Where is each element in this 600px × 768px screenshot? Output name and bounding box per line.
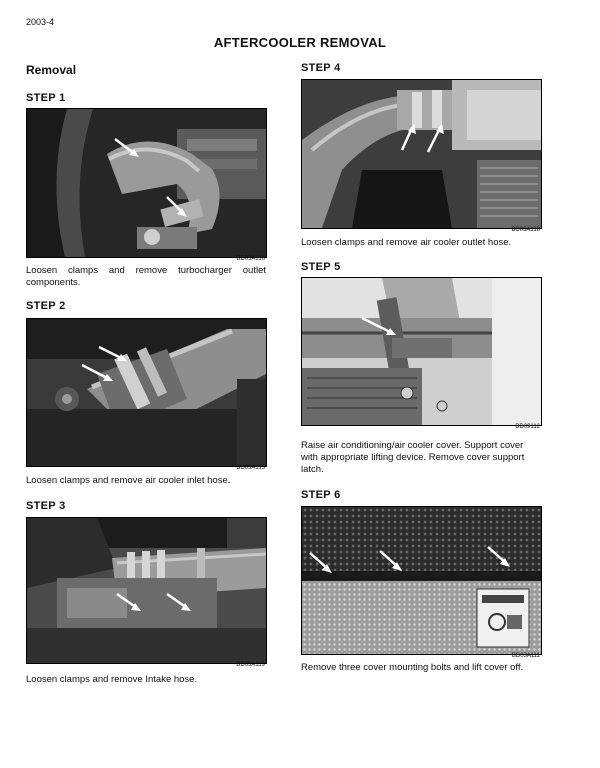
step-4-label: STEP 4 xyxy=(301,62,341,74)
page-number: 2003-4 xyxy=(26,17,55,27)
section-heading: Removal xyxy=(26,63,77,77)
step-5-label: STEP 5 xyxy=(301,261,341,273)
step-1-photo-code: BD03A116 xyxy=(236,256,265,262)
step-2-label: STEP 2 xyxy=(26,300,66,312)
step-1-caption: Loosen clamps and remove turbocharger outlet components. xyxy=(26,265,266,288)
step-4-caption: Loosen clamps and remove air cooler outlet hose. xyxy=(301,237,512,248)
step-6-photo xyxy=(301,506,542,655)
step-2-photo xyxy=(26,318,267,467)
step-5-photo xyxy=(301,277,542,426)
step-4-photo xyxy=(301,79,542,229)
step-2-caption: Loosen clamps and remove air cooler inlet hose. xyxy=(26,475,231,486)
step-3-caption: Loosen clamps and remove Intake hose. xyxy=(26,674,198,685)
step-1-label: STEP 1 xyxy=(26,92,66,104)
step-5-caption: Raise air conditioning/air cooler cover. Support cover with appropriate lifting device. Remove cover support latch. xyxy=(301,440,525,475)
step-1-photo xyxy=(26,108,267,258)
step-2-photo-code: BD03A115 xyxy=(236,465,265,471)
step-6-caption: Remove three cover mounting bolts and lift cover off. xyxy=(301,662,524,673)
step-5-photo-code: BD09112 xyxy=(515,424,540,430)
step-6-photo-code: BD03A111 xyxy=(511,653,540,659)
page-title: AFTERCOOLER REMOVAL xyxy=(213,35,387,50)
step-3-photo-code: BD03A119 xyxy=(236,662,265,668)
step-6-label: STEP 6 xyxy=(301,489,341,501)
step-3-label: STEP 3 xyxy=(26,500,66,512)
step-4-photo-code: BD03A118 xyxy=(511,227,540,233)
step-3-photo xyxy=(26,517,267,664)
